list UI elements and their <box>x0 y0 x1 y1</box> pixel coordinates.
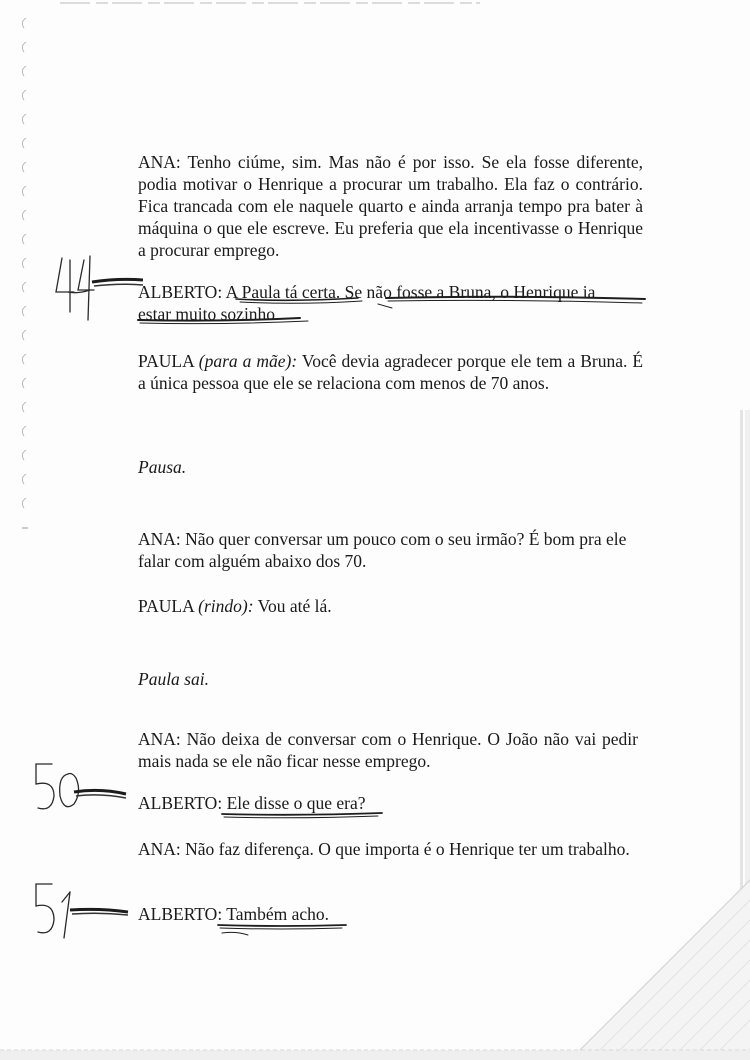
stage-direction: (rindo): <box>198 596 254 616</box>
speaker-label: PAULA <box>138 351 194 371</box>
stage-direction-paula-sai: Paula sai. <box>138 669 209 689</box>
handwritten-number-49 <box>48 250 143 330</box>
dialogue-alberto-2 <box>138 792 643 814</box>
dialogue-text: Não deixa de conversar com o Henrique. O João não vai pedir mais nada se ele não ficar nesse emprego. <box>138 729 638 771</box>
dialogue-text: Tenho ciúme, sim. Mas não é por isso. Se ela fosse diferente, podia motivar o Henrique a procurar um trabalho. Ela faz o contrário. Fica trancada com ele naquele quarto e ainda arranja tempo pra bater à máquina o que ele escreve. Eu preferia que ela incentivasse o Henrique a procurar emprego. <box>138 152 644 260</box>
handwritten-number-51 <box>30 880 130 942</box>
speaker-label: ALBERTO: <box>138 904 223 924</box>
underlined-text: Ele disse o que era? <box>226 793 366 813</box>
dialogue-text: Não faz diferença. O que importa é o Henrique ter um trabalho. <box>185 839 630 859</box>
dialogue-paula-2 <box>138 595 643 617</box>
dialogue-text: Você devia agradecer porque ele tem a Bruna. É a única pessoa que ele se relaciona com menos de 70 anos. <box>138 351 644 393</box>
dialogue-alberto-3 <box>138 903 643 925</box>
folded-corner <box>570 860 750 1060</box>
speaker-label: ANA: <box>138 152 181 172</box>
speaker-label: ALBERTO: <box>138 282 223 302</box>
bottom-scan-edge <box>0 1036 750 1060</box>
stage-direction: (para a mãe): <box>198 351 298 371</box>
top-scan-artifact <box>60 0 480 8</box>
dialogue-text: Vou até lá. <box>253 596 332 616</box>
handwritten-number-50 <box>30 758 130 818</box>
speaker-label: ALBERTO: <box>138 793 223 813</box>
stage-direction-pausa: Pausa. <box>138 457 187 477</box>
underlined-text: Também acho. <box>226 904 330 924</box>
speaker-label: ANA: <box>138 529 181 549</box>
dialogue-ana-2 <box>138 528 648 572</box>
speaker-label: PAULA <box>138 596 194 616</box>
binder-marks <box>14 8 32 568</box>
dialogue-text: Não quer conversar um pouco com o seu irmão? É bom pra ele falar com alguém abaixo dos 70. <box>138 529 627 571</box>
dialogue-ana-3 <box>138 728 638 772</box>
speaker-label: ANA: <box>138 839 181 859</box>
dialogue-alberto-1 <box>138 281 643 325</box>
dialogue-paula-1 <box>138 350 643 394</box>
speaker-label: ANA: <box>138 729 181 749</box>
underlined-text: A Paula tá certa. <box>225 282 341 302</box>
dialogue-text: Se <box>340 282 367 302</box>
underlined-text: estar muito sozinho. <box>138 304 280 324</box>
dialogue-ana-1 <box>138 151 643 261</box>
dialogue-ana-4 <box>138 838 638 860</box>
underlined-text: não fosse a Bruna, o Henrique ia <box>366 282 596 302</box>
